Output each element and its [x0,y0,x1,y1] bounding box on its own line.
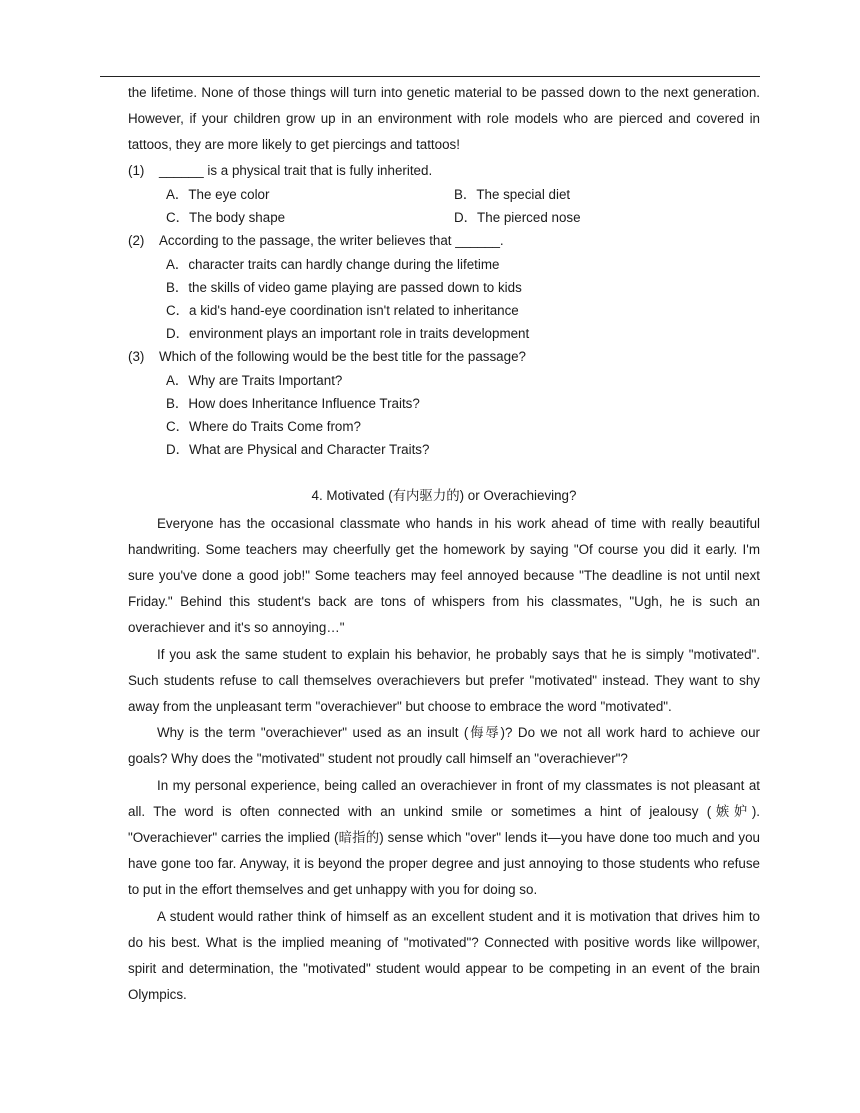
question-stem: ______ is a physical trait that is fully inherited. [159,162,433,178]
paragraph: Everyone has the occasional classmate who hands in his work ahead of time with really beautiful handwriting. Some teachers may cheerfully get the homework by saying "Of course you did it early. I'm sure you've done a good job!" Some teachers may feel annoyed because "The deadline is not until next Friday." Behind this student's back are tons of whispers from his classmates, "Ugh, he is such an overachiever and it's so annoying…" [128,515,760,636]
paragraph: If you ask the same student to explain his behavior, he probably says that he is simply "motivated". Such students refuse to call themselves overachievers but prefer "motivated" instead. They want to shy away from the unpleasant term "overachiever" but choose to embrace the word "motivated". [128,646,760,715]
paragraph: In my personal experience, being called an overachiever in front of my classmates is not pleasant at all. The word is often connected with an unkind smile or sometimes a hint of jealousy (嫉妒). "Overachiever" carries the implied (暗指的) sense which "over" lends it—you have done too much and you have gone too far. Anyway, it is beyond the proper degree and just annoying to those students who refuse to put in the effort themselves and get unhappy with you for doing so. [128,777,760,898]
question-1 [128,159,760,229]
option-c: C．a kid's hand-eye coordination isn't related to inheritance [166,302,519,318]
option-b: B．the skills of video game playing are passed down to kids [166,279,522,295]
option-a: A．character traits can hardly change during the lifetime [166,256,500,272]
question-stem: According to the passage, the writer believes that ______. [159,232,504,248]
page-content [128,80,760,1008]
option-b: B．The special diet [454,186,571,202]
options-list [166,369,760,461]
option-d: D．environment plays an important role in traits development [166,325,530,341]
passage-continuation: the lifetime. None of those things will turn into genetic material to be passed down to the next generation. However, if your children grow up in an environment with role models who are pierced and covered in tattoos, they are more likely to get piercings and tattoos! [128,85,760,153]
option-a: A．The eye color [166,186,270,202]
question-number: (3) [128,348,145,364]
header-rule [100,76,760,77]
question-number: (2) [128,232,145,248]
option-c: C．The body shape [166,209,286,225]
options-list [166,253,760,345]
question-2 [128,229,760,345]
question-3 [128,345,760,461]
question-number: (1) [128,162,145,178]
paragraph: Why is the term "overachiever" used as an insult (侮辱)? Do we not all work hard to achieve our goals? Why does the "motivated" student not proudly call himself an "overachiever"? [128,725,760,767]
paragraph: A student would rather think of himself as an excellent student and it is motivation that drives him to do his best. What is the implied meaning of "motivated"? Connected with positive words like willpower, spirit and determination, the "motivated" student would appear to be competing in an event of the brain Olympics. [128,908,760,1003]
option-d: D．The pierced nose [454,209,581,225]
question-stem: Which of the following would be the best title for the passage? [159,348,526,364]
option-d: D．What are Physical and Character Traits? [166,441,430,457]
option-a: A．Why are Traits Important? [166,372,343,388]
options-grid [166,183,760,229]
option-b: B．How does Inheritance Influence Traits? [166,395,420,411]
option-c: C．Where do Traits Come from? [166,418,361,434]
section-title: 4. Motivated (有内驱力的) or Overachieving? [311,487,577,503]
